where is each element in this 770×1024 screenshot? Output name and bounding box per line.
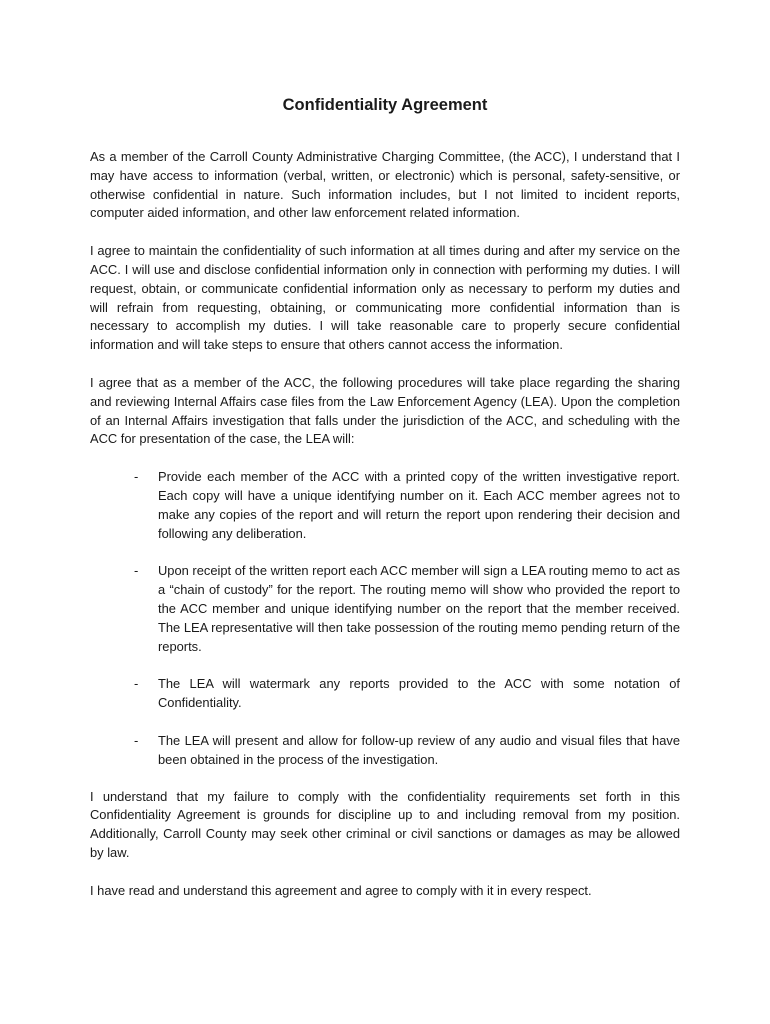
list-item-text: The LEA will present and allow for follow-up review of any audio and visual files that have been obtained in the process of the investigation. [158,732,680,767]
list-marker: - [134,563,139,579]
list-item-text: Upon receipt of the written report each ACC member will sign a LEA routing memo to act as a “chain of custody” for the report. The routing memo will show who provided the report to the ACC member and unique identifying number on the report that the member received. The LEA representative will then take possession of the routing memo pending return of the reports. [158,563,680,654]
list-marker: - [134,676,139,692]
list-item [90,562,680,656]
list-item [90,468,680,543]
list-item-text: Provide each member of the ACC with a printed copy of the written investigative report. Each copy will have a unique identifying number on it. Each ACC member agrees not to make any copies of the report and will return the report upon rendering their decision and following any deliberation. [158,469,680,541]
paragraph-acknowledgement: I have read and understand this agreement and agree to comply with it in every respect. [90,882,592,898]
list-item-text: The LEA will watermark any reports provided to the ACC with some notation of Confidentiality. [158,676,680,711]
paragraph-acc-membership: As a member of the Carroll County Administrative Charging Committee, (the ACC), I understand that I may have access to information (verbal, written, or electronic) which is personal, safety-sensitive, or otherwise confidential in nature. Such information includes, but I not limited to incident reports, computer aided information, and other law enforcement related information. [90,149,680,221]
list-item [90,675,680,713]
list-marker: - [134,732,139,748]
list-item [90,732,680,770]
paragraph-procedures-intro: I agree that as a member of the ACC, the following procedures will take place regarding the sharing and reviewing Internal Affairs case files from the Law Enforcement Agency (LEA). Upon the completion of an Internal Affairs investigation that falls under the jurisdiction of the ACC, and scheduling with the ACC for presentation of the case, the LEA will: [90,374,680,447]
paragraph-confidentiality-duty: I agree to maintain the confidentiality of such information at all times during and after my service on the ACC. I will use and disclose confidential information only in connection with performing my duties. I will request, obtain, or communicate confidential information only as necessary to perform my duties and will refrain from requesting, obtaining, or communicating more confidential information than is necessary to accomplish my duties. I will take reasonable care to properly secure confidential information and will take steps to ensure that others cannot access the information. [90,243,680,353]
page-title: Confidentiality Agreement [282,96,488,114]
list-marker: - [134,469,139,485]
document-body [90,148,680,920]
paragraph-failure-consequences: I understand that my failure to comply with the confidentiality requirements set forth in this Confidentiality Agreement is grounds for discipline up to and including removal from my position. Additionally, Carroll County may seek other criminal or civil sanctions or damages as may be allowed by law. [90,788,680,860]
procedures-list [90,468,680,769]
